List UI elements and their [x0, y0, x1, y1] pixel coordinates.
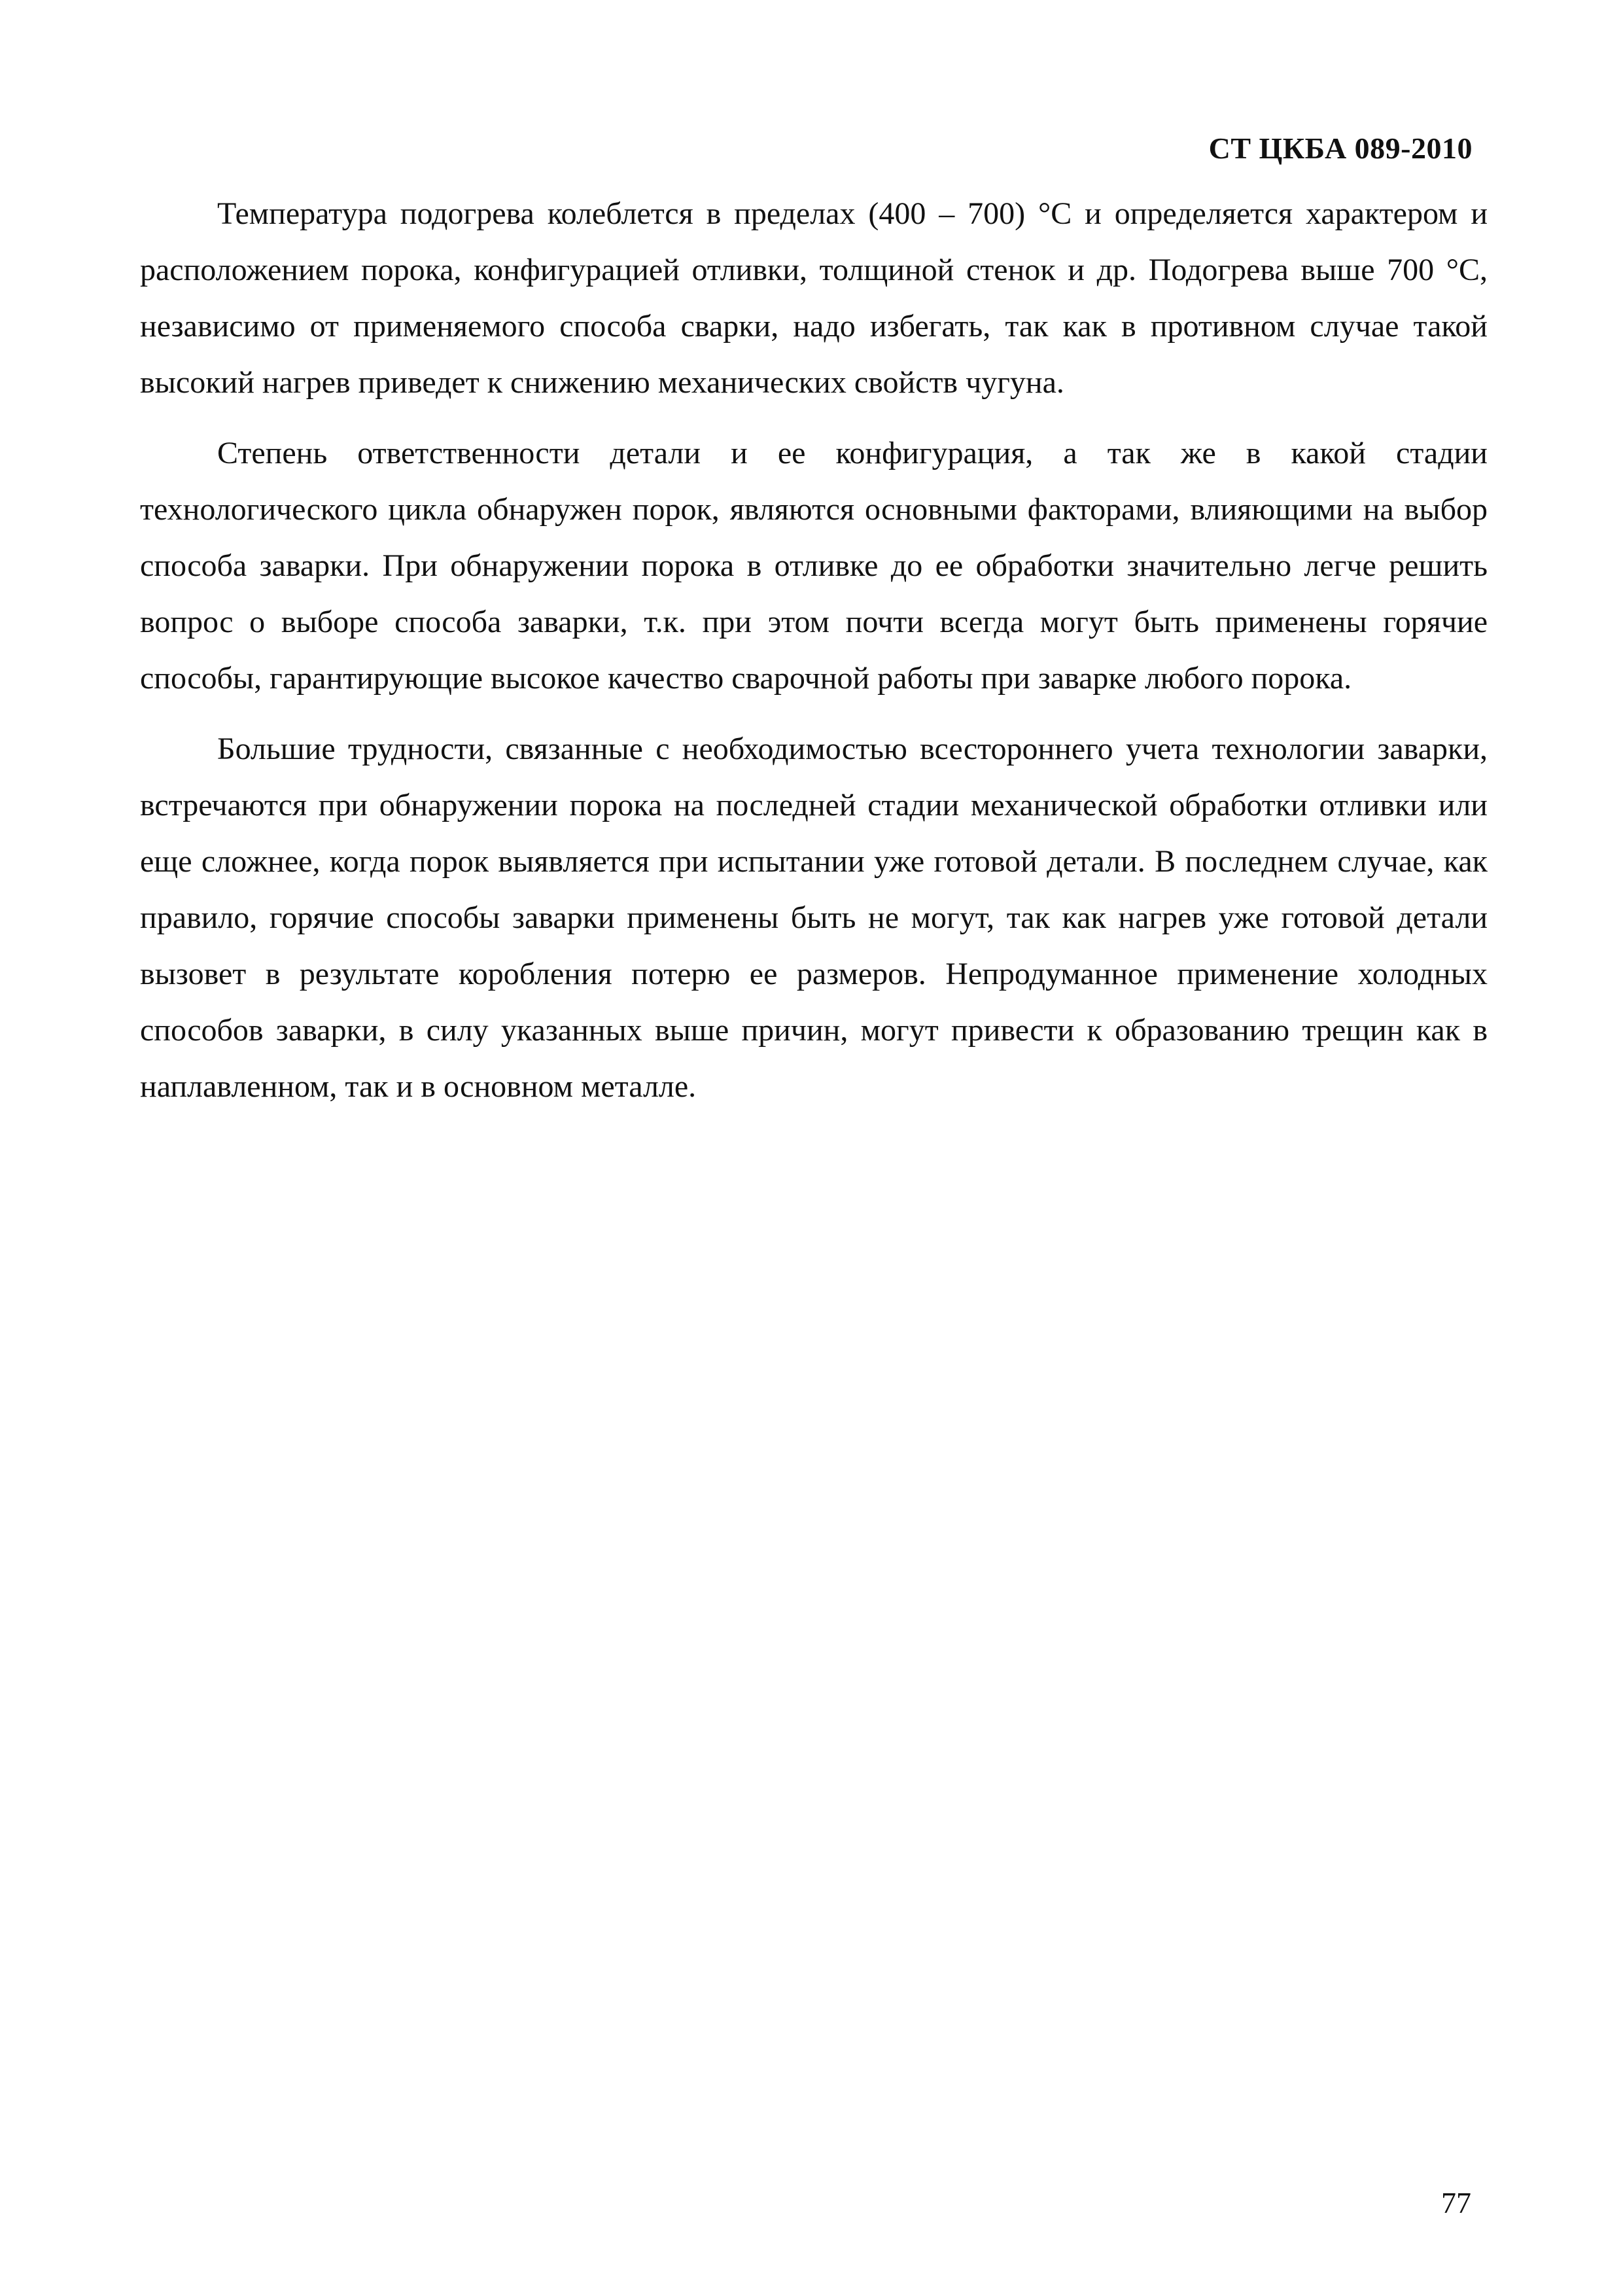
document-code: СТ ЦКБА 089-2010 — [1208, 132, 1473, 165]
page-number: 77 — [1441, 2186, 1471, 2219]
paragraph-late-stage-defects: Большие трудности, связанные с необходимостью всестороннего учета технологии заварки, встречаются при обнаружении порока на последней стадии механической обработки отливки или еще сложнее, когда порок выявляется при испытании уже готовой детали. В последнем случае, как правило, горячие способы заварки применены быть не могут, так как нагрев уже готовой детали вызовет в результате коробления потерю ее размеров. Непродуманное применение холодных способов заварки, в силу указанных выше причин, могут привести к образованию трещин как в наплавленном, так и в основном металле. — [140, 732, 1488, 1104]
paragraph-method-selection: Степень ответственности детали и ее конфигурация, а так же в какой стадии технологического цикла обнаружен порок, являются основными факторами, влияющими на выбор способа заварки. При обнаружении порока в отливке до ее обработки значительно легче решить вопрос о выборе способа заварки, т.к. при этом почти всегда могут быть применены горячие способы, гарантирующие высокое качество сварочной работы при заварке любого порока. — [140, 436, 1488, 696]
paragraph-preheat-temperature: Температура подогрева колеблется в пределах (400 – 700) °С и определяется характером и расположением порока, конфигурацией отливки, толщиной стенок и др. Подогрева выше 700 °С, независимо от применяемого способа сварки, надо избегать, так как в противном случае такой высокий нагрев приведет к снижению механических свойств чугуна. — [140, 196, 1488, 400]
body-text — [140, 186, 1488, 1129]
